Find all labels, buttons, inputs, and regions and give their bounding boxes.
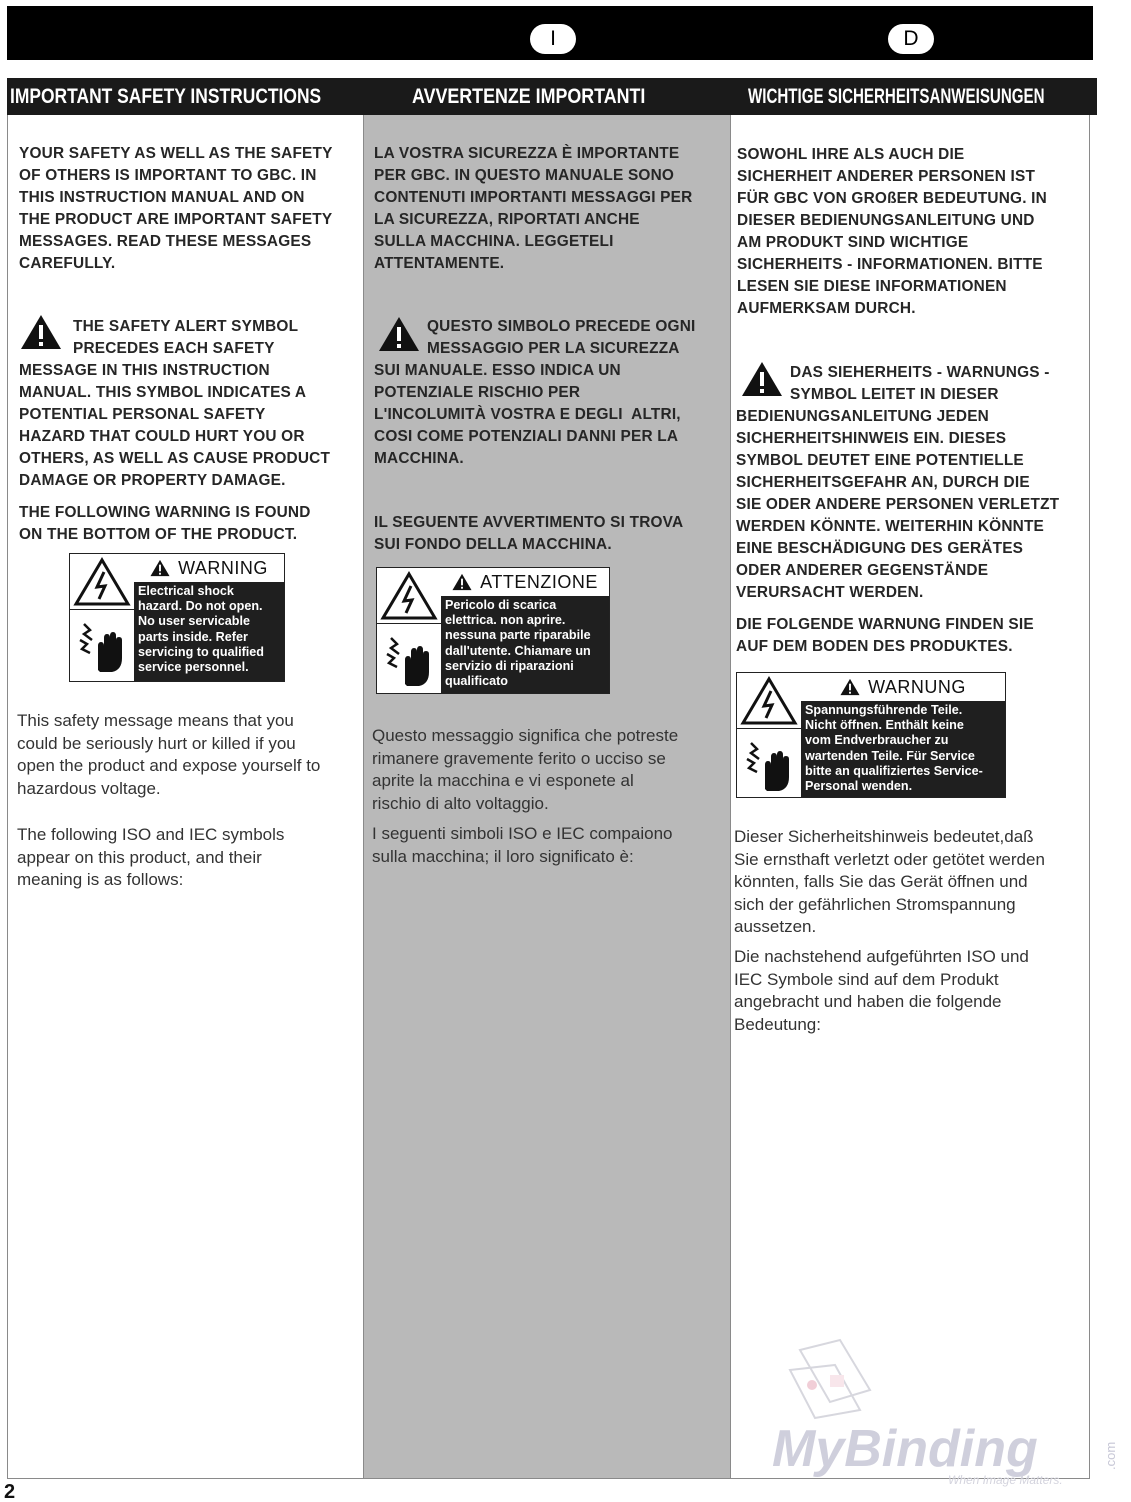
warning-label-title [801,673,1005,701]
warning-label-title-text: WARNING [178,557,268,578]
safety-alert-icon [20,314,62,350]
warning-label-text: Pericolo di scarica elettrica. non aprire. nessuna parte riparabile dall'utente. Chiamare un servizio di riparazioni qualificato [441,596,609,693]
electric-shock-triangle-icon [377,568,441,624]
english-symbol-text-head: THE SAFETY ALERT SYMBOL PRECEDES EACH SAFETY [73,318,299,357]
warning-alert-icon [840,678,860,696]
warning-label-title [134,554,284,582]
italian-symbol-text: SUI MANUALE. ESSO INDICA UN POTENZIALE RISCHIO PER L'INCOLUMITÀ VOSTRA E DEGLI ALTRI, COSI COME POTENZIALI DANNI PER LA MACCHINA. [374,362,681,467]
italian-iso-text: I seguenti simboli ISO e IEC compaiono sulla macchina; il loro significato è: [372,824,673,866]
warning-label-title-text: ATTENZIONE [480,571,598,592]
hand-shock-icon [737,729,801,799]
german-iso-text: Die nachstehend aufgeführten ISO und IEC Symbole sind auf dem Produkt angebracht und haben die folgende Bedeutung: [734,947,1029,1034]
safety-alert-icon [378,316,420,352]
electric-shock-triangle-icon [737,673,801,729]
watermark-suffix-text: .com [1103,1441,1118,1470]
header-title-italian: AVVERTENZE IMPORTANTI [412,85,646,108]
german-symbol-text: BEDIENUNGSANLEITUNG JEDEN SICHERHEITSHINWEIS EIN. DIESES SYMBOL DEUTET EINE POTENTIELLE SICHERHEITSGEFAHR AN, DURCH DIE SIE ODER ANDERE PERSONEN VERLETZT WERDEN KÖNNTE. WEITERHIN KÖNNTE EINE BESCHÄDIGUNG DES GERÄTES ODER ANDERER GEGENSTÄNDE VERURSACHT WERDEN. [736,408,1060,601]
column-divider [363,115,364,1479]
electric-shock-triangle-icon [70,554,134,610]
section-header [7,78,1097,115]
watermark-brand-text: MyBinding [772,1420,1038,1478]
italian-meaning-text: Questo messaggio significa che potreste rimanere gravemente ferito o ucciso se aprite la macchina e vi esponete al rischio di alto voltaggio. [372,726,679,813]
warning-label [736,672,1006,798]
warning-alert-icon [452,573,472,591]
english-iso-text: The following ISO and IEC symbols appear on this product, and their meaning is as follows: [17,825,285,890]
italian-symbol-text-head: QUESTO SIMBOLO PRECEDE OGNI MESSAGGIO PER LA SICUREZZA [427,318,696,357]
italian-intro-text: LA VOSTRA SICUREZZA È IMPORTANTE PER GBC. IN QUESTO MANUALE SONO CONTENUTI IMPORTANTI MESSAGGI PER LA SICUREZZA, RIPORTATI ANCHE SULLA MACCHINA. LEGGETELI ATTENTAMENTE. [374,145,693,272]
german-following-warning-text: DIE FOLGENDE WARNUNG FINDEN SIE AUF DEM BODEN DES PRODUKTES. [736,616,1034,655]
safety-alert-icon [741,361,783,397]
warning-label-title-text: WARNUNG [868,676,966,697]
language-badge-italian: I [530,24,576,54]
hand-shock-icon [377,624,441,694]
warning-label-text: Spannungsführende Teile. Nicht öffnen. Enthält keine vom Endverbraucher zu wartenden Teile. Für Service bitte an qualifiziertes Service- Personal wenden. [801,701,1005,797]
english-intro-text: YOUR SAFETY AS WELL AS THE SAFETY OF OTHERS IS IMPORTANT TO GBC. IN THIS INSTRUCTION MANUAL AND ON THE PRODUCT ARE IMPORTANT SAFETY MESSAGES. READ THESE MESSAGES CAREFULLY. [19,145,333,272]
warning-label [376,567,610,694]
mybinding-watermark-logo [770,1330,1130,1490]
warning-label-title [441,568,609,596]
italian-following-warning-text: IL SEGUENTE AVVERTIMENTO SI TROVA SUI FONDO DELLA MACCHINA. [374,514,684,553]
english-following-warning-text: THE FOLLOWING WARNING IS FOUND ON THE BOTTOM OF THE PRODUCT. [19,504,311,543]
warning-label-text: Electrical shock hazard. Do not open. No user servicable parts inside. Refer servicing to qualified service personnel. [134,582,284,681]
german-symbol-text-head: DAS SIEHERHEITS - WARNUNGS - SYMBOL LEITET IN DIESER [790,364,1050,403]
german-meaning-text: Dieser Sicherheitshinweis bedeutet,daß Sie ernsthaft verletzt oder getötet werden könnten, falls Sie das Gerät öffnen und sich der gefährlichen Stromspannung aussetzen. [734,827,1045,937]
german-intro-text: SOWOHL IHRE ALS AUCH DIE SICHERHEIT ANDERER PERSONEN IST FÜR GBC VON GROßER BEDEUTUNG. IN DIESER BEDIENUNGSANLEITUNG UND AM PRODUKT SIND WICHTIGE SICHERHEITS - INFORMATIONEN. BITTE LESEN SIE DIESE INFORMATIONEN AUFMERKSAM DURCH. [737,146,1047,317]
page-number: 2 [4,1481,16,1502]
english-meaning-text: This safety message means that you could be seriously hurt or killed if you open the product and expose yourself to hazardous voltage. [17,711,321,798]
english-symbol-text: MESSAGE IN THIS INSTRUCTION MANUAL. THIS SYMBOL INDICATES A POTENTIAL PERSONAL SAFETY HAZARD THAT COULD HURT YOU OR OTHERS, AS WELL AS CAUSE PRODUCT DAMAGE OR PROPERTY DAMAGE. [19,362,331,489]
language-badge-german: D [888,24,934,54]
warning-label [69,553,285,682]
hand-shock-icon [70,610,134,680]
column-divider [730,115,731,1479]
header-title-english: IMPORTANT SAFETY INSTRUCTIONS [10,85,322,108]
top-language-band [7,6,1093,60]
warning-alert-icon [150,559,170,577]
header-title-german: WICHTIGE SICHERHEITSANWEISUNGEN [748,85,1045,108]
watermark-tagline-text: When Image Matters. [948,1473,1063,1487]
